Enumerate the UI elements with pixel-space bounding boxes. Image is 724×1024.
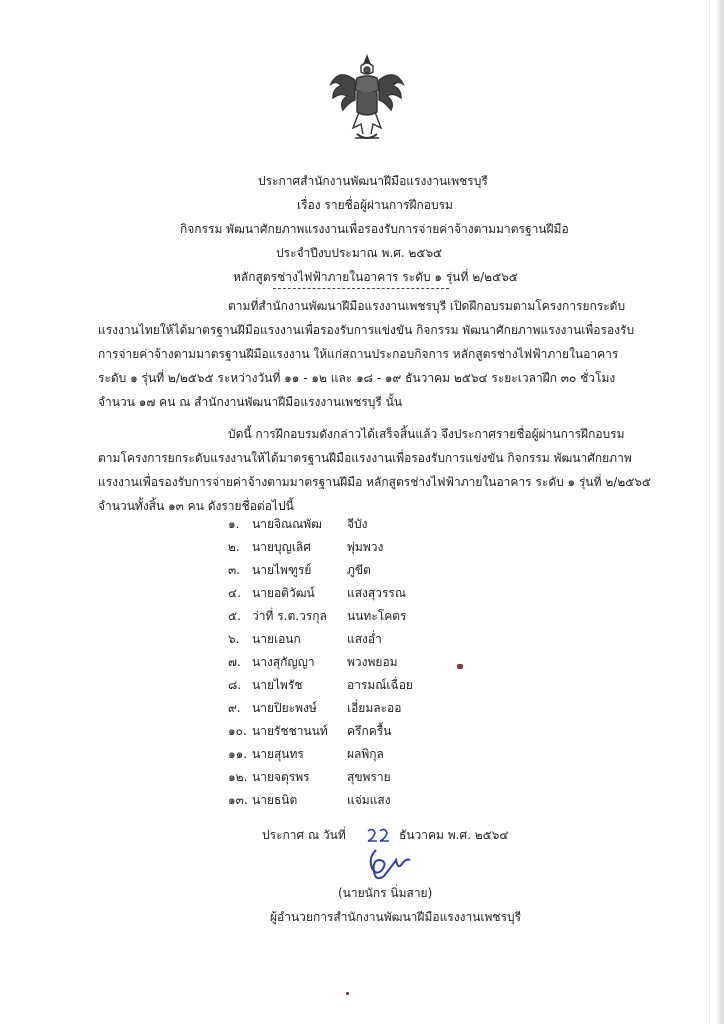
trainee-last-name: ภูขีต: [347, 563, 371, 577]
trainee-last-name: ครึกครื้น: [347, 724, 392, 738]
ink-mark: [457, 664, 463, 669]
trainee-number: ๓.: [228, 563, 241, 577]
paragraph-1-line: แรงงานไทยให้ได้มาตรฐานฝีมือแรงงานเพื่อรองรับการแข่งขัน กิจกรรม พัฒนาศักยภาพแรงงานเพื่อรองรับ: [98, 323, 635, 337]
trainee-number: ๑.: [228, 517, 240, 531]
page-edge: [717, 0, 724, 1024]
trainee-number: ๕.: [228, 609, 241, 623]
announced-date-suffix: ธันวาคม พ.ศ. ๒๕๖๔: [399, 828, 509, 842]
trainee-first-name: นายจิณณพัฒ: [252, 517, 323, 531]
fiscal-year: ประจำปีงบประมาณ พ.ศ. ๒๕๖๕: [276, 246, 443, 260]
garuda-emblem-icon: [327, 50, 407, 150]
trainee-last-name: เอี่ยมละออ: [347, 701, 402, 715]
paragraph-2-line: จำนวนทั้งสิ้น ๑๓ คน ดังรายชื่อต่อไปนี้: [98, 499, 294, 513]
trainee-number: ๑๒.: [228, 770, 248, 784]
trainee-first-name: นางสุกัญญา: [252, 655, 315, 669]
trainee-last-name: พุ่มพวง: [347, 540, 384, 554]
trainee-last-name: อารมณ์เฉื่อย: [347, 678, 413, 692]
signature-icon: [362, 846, 412, 884]
trainee-last-name: แจ่มแสง: [347, 793, 391, 807]
trainee-number: ๖.: [228, 632, 240, 646]
trainee-last-name: ผลพิกุล: [347, 747, 384, 761]
ink-dot: [346, 992, 349, 995]
trainee-number: ๑๓.: [228, 793, 248, 807]
trainee-last-name: พวงพยอม: [347, 655, 398, 669]
signer-name: (นายนักร นิ่มสาย): [338, 886, 433, 900]
trainee-first-name: นายธนิต: [252, 793, 298, 807]
paragraph-1-line: การจ่ายค่าจ้างตามมาตรฐานฝีมือแรงงาน ให้แก่สถานประกอบกิจการ หลักสูตรช่างไฟฟ้าภายในอาคาร: [98, 347, 619, 361]
trainee-number: ๗.: [228, 655, 241, 669]
trainee-number: ๒.: [228, 540, 240, 554]
trainee-first-name: นายไพรัช: [252, 678, 303, 692]
page-edge-line: [709, 0, 710, 1024]
paragraph-2-line: บัดนี้ การฝึกอบรมดังกล่าวได้เสร็จสิ้นแล้ว จึงประกาศรายชื่อผู้ผ่านการฝึกอบรม: [228, 427, 625, 441]
course-name: หลักสูตรช่างไฟฟ้าภายในอาคาร ระดับ ๑ รุ่นที่ ๒/๒๕๖๕: [233, 270, 518, 284]
handwritten-day-icon: [365, 825, 393, 847]
trainee-number: ๔.: [228, 586, 241, 600]
paragraph-1-line: ตามที่สำนักงานพัฒนาฝีมือแรงงานเพชรบุรี เปิดฝึกอบรมตามโครงการยกระดับ: [228, 299, 626, 313]
trainee-first-name: นายรัชชานนท์: [252, 724, 328, 738]
announced-date-prefix: ประกาศ ณ วันที่: [262, 828, 346, 842]
announcement-activity: กิจกรรม พัฒนาศักยภาพแรงงานเพื่อรองรับการจ่ายค่าจ้างตามมาตรฐานฝีมือ: [180, 222, 569, 236]
paragraph-2-line: ตามโครงการยกระดับแรงงานให้ได้มาตรฐานฝีมือแรงงานเพื่อรองรับการแข่งขัน กิจกรรม พัฒนาศักยภาพ: [98, 451, 632, 465]
trainee-first-name: นายสุนทร: [252, 747, 304, 761]
trainee-first-name: นายปิยะพงษ์: [252, 701, 317, 715]
trainee-last-name: สุขพราย: [347, 770, 391, 784]
announcement-title: ประกาศสำนักงานพัฒนาฝีมือแรงงานเพชรบุรี: [258, 174, 488, 188]
trainee-first-name: นายจตุรพร: [252, 770, 310, 784]
trainee-number: ๑๐.: [228, 724, 247, 738]
trainee-first-name: นายอติวัฒน์: [252, 586, 315, 600]
trainee-number: ๙.: [228, 701, 241, 715]
paragraph-1-line: จำนวน ๑๗ คน ณ สำนักงานพัฒนาฝีมือแรงงานเพชรบุรี นั้น: [98, 395, 403, 409]
header-divider: [273, 288, 449, 289]
paragraph-1-line: ระดับ ๑ รุ่นที่ ๒/๒๕๖๕ ระหว่างวันที่ ๑๑ - ๑๒ และ ๑๘ - ๑๙ ธันวาคม ๒๕๖๔ ระยะเวลาฝึก ๓๐ ชั่วโมง: [98, 371, 616, 385]
trainee-last-name: นนทะโคตร: [347, 609, 407, 623]
trainee-first-name: นายเอนก: [252, 632, 301, 646]
trainee-first-name: ว่าที่ ร.ต.วรกุล: [252, 609, 327, 623]
signer-title: ผู้อำนวยการสำนักงานพัฒนาฝีมือแรงงานเพชรบุรี: [270, 910, 522, 924]
trainee-last-name: แสงอ่ำ: [347, 632, 382, 646]
trainee-first-name: นายไพฑูรย์: [252, 563, 312, 577]
trainee-last-name: จีบัง: [347, 517, 368, 531]
paragraph-2-line: แรงงานเพื่อรองรับการจ่ายค่าจ้างตามมาตรฐานฝีมือ หลักสูตรช่างไฟฟ้าภายในอาคาร ระดับ ๑ รุ่นที่ ๒/๒๕๖๕: [98, 475, 652, 489]
trainee-number: ๘.: [228, 678, 242, 692]
trainee-first-name: นายบุญเลิศ: [252, 540, 311, 554]
announcement-subject: เรื่อง รายชื่อผู้ผ่านการฝึกอบรม: [297, 198, 453, 212]
trainee-last-name: แสงสุวรรณ: [347, 586, 407, 600]
trainee-number: ๑๑.: [228, 747, 248, 761]
